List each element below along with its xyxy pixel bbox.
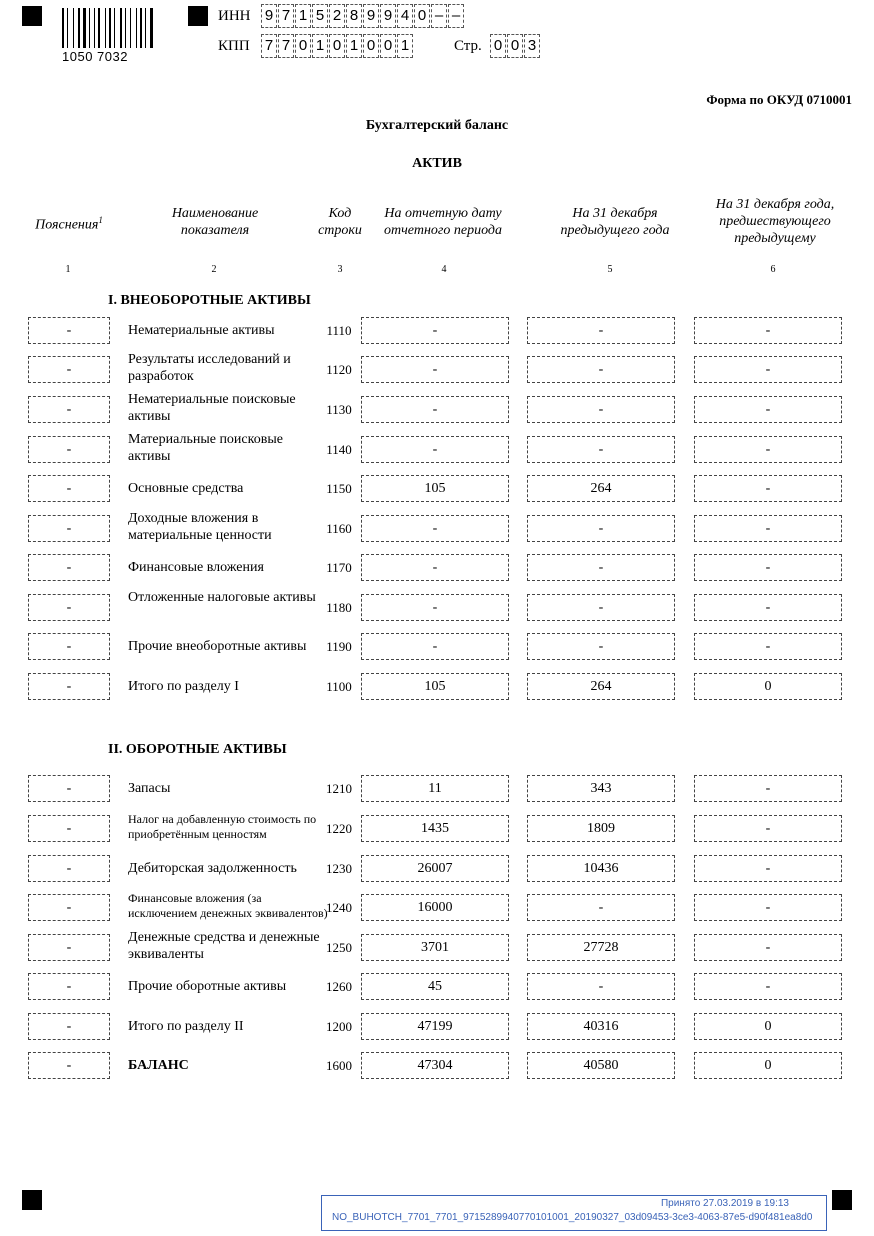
stamp-filename: NO_BUHOTCH_7701_7701_9715289940770101001_20190327_03d09453-3ce3-4063-87e5-d90f481ea8d0 xyxy=(332,1212,813,1223)
kpp-cell: 1 xyxy=(312,34,328,58)
row-value-current: - xyxy=(361,436,509,463)
barcode-bar xyxy=(125,8,126,48)
row-explanation-cell: - xyxy=(28,815,110,842)
row-value-current: 105 xyxy=(361,673,509,700)
kpp-cell: 0 xyxy=(380,34,396,58)
barcode-bar xyxy=(98,8,100,48)
row-code: 1110 xyxy=(326,323,352,338)
row-code: 1230 xyxy=(326,861,352,876)
row-value-prev-year: 264 xyxy=(527,475,675,502)
barcode-bar xyxy=(112,8,113,48)
row-value-prev-year: 10436 xyxy=(527,855,675,882)
barcode-bar xyxy=(147,8,149,48)
row-code: 1240 xyxy=(326,900,352,915)
row-value-prev-year: 40316 xyxy=(527,1013,675,1040)
row-value-prev-year: - xyxy=(527,436,675,463)
barcode-bar xyxy=(65,8,66,48)
row-name: Итого по разделу II xyxy=(128,1019,244,1034)
row-code: 1140 xyxy=(326,442,352,457)
row-value-prev-year: - xyxy=(527,973,675,1000)
barcode-bars xyxy=(62,8,162,48)
row-code: 1130 xyxy=(326,402,352,417)
row-value-prev-year: - xyxy=(527,515,675,542)
row-value-prev-year: 1809 xyxy=(527,815,675,842)
row-value-current: - xyxy=(361,594,509,621)
row-value-prev-prev-year: - xyxy=(694,894,842,921)
row-code: 1190 xyxy=(326,639,352,654)
barcode-bar xyxy=(91,8,93,48)
barcode-bar xyxy=(105,8,106,48)
col-header-code: Код строки xyxy=(318,206,362,238)
row-value-prev-prev-year: - xyxy=(694,633,842,660)
row-explanation-cell: - xyxy=(28,855,110,882)
row-code: 1250 xyxy=(326,940,352,955)
inn-cell: 9 xyxy=(261,4,277,28)
section-title-current: II. ОБОРОТНЫЕ АКТИВЫ xyxy=(108,742,287,757)
row-value-current: 11 xyxy=(361,775,509,802)
row-explanation-cell: - xyxy=(28,673,110,700)
stamp-accepted-date: Принято 27.03.2019 в 19:13 xyxy=(658,1198,792,1209)
row-value-current: - xyxy=(361,356,509,383)
section-title-noncurrent: I. ВНЕОБОРОТНЫЕ АКТИВЫ xyxy=(108,293,311,308)
row-name: Дебиторская задолженность xyxy=(128,861,297,876)
row-value-prev-year: 343 xyxy=(527,775,675,802)
barcode-bar xyxy=(145,8,146,48)
barcode-bar xyxy=(120,8,122,48)
row-name: Прочие внеоборотные активы xyxy=(128,639,307,654)
inn-cell: 1 xyxy=(295,4,311,28)
row-value-current: 1435 xyxy=(361,815,509,842)
row-value-current: - xyxy=(361,317,509,344)
kpp-cell: 7 xyxy=(261,34,277,58)
inn-cells xyxy=(261,4,465,28)
barcode-bar xyxy=(67,8,68,48)
col-header-current: На отчетную дату отчетного периода xyxy=(384,206,502,238)
barcode-bar xyxy=(101,8,104,48)
row-explanation-cell: - xyxy=(28,396,110,423)
page-cell: 0 xyxy=(490,34,506,58)
row-value-prev-prev-year: 0 xyxy=(694,673,842,700)
col-number-6: 6 xyxy=(770,264,776,275)
kpp-cell: 0 xyxy=(329,34,345,58)
barcode-bar xyxy=(143,8,144,48)
barcode-bar xyxy=(94,8,95,48)
row-value-current: 105 xyxy=(361,475,509,502)
barcode xyxy=(62,8,162,64)
row-value-current: - xyxy=(361,633,509,660)
row-value-prev-prev-year: - xyxy=(694,436,842,463)
corner-marker-top-left xyxy=(22,6,42,26)
barcode-bar xyxy=(130,8,131,48)
inn-cell: 0 xyxy=(414,4,430,28)
page-cell: 3 xyxy=(524,34,540,58)
col-header-footnote: 1 xyxy=(98,215,103,225)
barcode-bar xyxy=(75,8,77,48)
row-value-prev-year: - xyxy=(527,317,675,344)
kpp-cell: 1 xyxy=(346,34,362,58)
inn-cell: 7 xyxy=(278,4,294,28)
page-subtitle: АКТИВ xyxy=(412,156,462,171)
row-name: Итого по разделу I xyxy=(128,679,239,694)
row-code: 1210 xyxy=(326,781,352,796)
page-title: Бухгалтерский баланс xyxy=(365,118,509,133)
barcode-bar xyxy=(140,8,142,48)
row-code: 1100 xyxy=(326,679,352,694)
kpp-cell: 0 xyxy=(363,34,379,58)
barcode-bar xyxy=(73,8,74,48)
barcode-bar xyxy=(78,8,80,48)
row-value-current: 26007 xyxy=(361,855,509,882)
kpp-label: КПП xyxy=(218,38,250,54)
col-number-1: 1 xyxy=(65,264,71,275)
row-value-current: 47304 xyxy=(361,1052,509,1079)
row-name: БАЛАНС xyxy=(128,1058,189,1073)
barcode-bar xyxy=(114,8,115,48)
col-number-3: 3 xyxy=(337,264,343,275)
barcode-bar xyxy=(81,8,82,48)
row-value-current: - xyxy=(361,515,509,542)
inn-cell: 2 xyxy=(329,4,345,28)
row-name: Нематериальные поисковые активы xyxy=(128,392,296,424)
row-explanation-cell: - xyxy=(28,633,110,660)
col-header-explanations xyxy=(24,212,114,234)
page-label: Стр. xyxy=(454,38,482,54)
barcode-bar xyxy=(87,8,88,48)
corner-marker-bottom-right xyxy=(832,1190,852,1210)
inn-cell: 4 xyxy=(397,4,413,28)
row-value-current: 16000 xyxy=(361,894,509,921)
col-number-2: 2 xyxy=(211,264,217,275)
row-explanation-cell: - xyxy=(28,973,110,1000)
row-value-prev-prev-year: - xyxy=(694,317,842,344)
barcode-number: 1050 7032 xyxy=(62,49,128,64)
col-header-explanations-text: Пояснения xyxy=(35,217,99,233)
row-explanation-cell: - xyxy=(28,934,110,961)
row-name: Основные средства xyxy=(128,481,244,496)
row-value-prev-prev-year: - xyxy=(694,973,842,1000)
row-explanation-cell: - xyxy=(28,594,110,621)
col-header-prev-prev-year: На 31 декабря года, предшествующего предыдущему xyxy=(715,197,835,246)
row-value-prev-year: - xyxy=(527,554,675,581)
row-name: Налог на добавленную стоимость по приобретённым ценностям xyxy=(128,812,317,841)
row-value-prev-prev-year: 0 xyxy=(694,1052,842,1079)
row-explanation-cell: - xyxy=(28,1013,110,1040)
corner-marker-bottom-left xyxy=(22,1190,42,1210)
row-code: 1200 xyxy=(326,1019,352,1034)
row-value-prev-prev-year: - xyxy=(694,356,842,383)
row-name: Прочие оборотные активы xyxy=(128,979,287,994)
row-value-current: 3701 xyxy=(361,934,509,961)
row-value-prev-year: 40580 xyxy=(527,1052,675,1079)
row-value-prev-prev-year: - xyxy=(694,396,842,423)
barcode-bar xyxy=(132,8,135,48)
inn-cell: 8 xyxy=(346,4,362,28)
barcode-bar xyxy=(138,8,139,48)
barcode-bar xyxy=(107,8,108,48)
row-value-prev-prev-year: - xyxy=(694,594,842,621)
row-value-prev-year: - xyxy=(527,594,675,621)
inn-cell: 9 xyxy=(363,4,379,28)
row-explanation-cell: - xyxy=(28,554,110,581)
form-code: Форма по ОКУД 0710001 xyxy=(706,92,852,107)
row-explanation-cell: - xyxy=(28,775,110,802)
row-value-prev-prev-year: - xyxy=(694,475,842,502)
row-value-prev-year: 264 xyxy=(527,673,675,700)
row-value-prev-prev-year: - xyxy=(694,934,842,961)
row-value-prev-prev-year: - xyxy=(694,815,842,842)
row-code: 1160 xyxy=(326,521,352,536)
row-value-current: 47199 xyxy=(361,1013,509,1040)
row-code: 1220 xyxy=(326,821,352,836)
row-value-prev-year: - xyxy=(527,356,675,383)
row-explanation-cell: - xyxy=(28,436,110,463)
col-number-5: 5 xyxy=(607,264,613,275)
row-value-prev-prev-year: - xyxy=(694,515,842,542)
row-code: 1170 xyxy=(326,560,352,575)
barcode-bar xyxy=(62,8,64,48)
inn-cell: – xyxy=(448,4,464,28)
row-value-prev-year: - xyxy=(527,396,675,423)
barcode-bar xyxy=(109,8,111,48)
col-header-name: Наименование показателя xyxy=(171,206,259,238)
row-value-prev-prev-year: 0 xyxy=(694,1013,842,1040)
barcode-bar xyxy=(150,8,153,48)
inn-cell: 9 xyxy=(380,4,396,28)
kpp-cell: 0 xyxy=(295,34,311,58)
row-value-prev-prev-year: - xyxy=(694,554,842,581)
page-cell: 0 xyxy=(507,34,523,58)
acceptance-stamp xyxy=(321,1195,827,1231)
row-value-prev-year: - xyxy=(527,894,675,921)
kpp-cells xyxy=(261,34,414,58)
row-name: Финансовые вложения (за исключением денежных эквивалентов) xyxy=(128,891,328,920)
barcode-bar xyxy=(136,8,137,48)
barcode-bar xyxy=(69,8,72,48)
row-name: Доходные вложения в материальные ценности xyxy=(128,511,272,543)
row-value-current: - xyxy=(361,396,509,423)
page-cells xyxy=(490,34,541,58)
row-name: Материальные поисковые активы xyxy=(128,432,283,464)
row-name: Нематериальные активы xyxy=(128,323,275,338)
corner-marker-top-middle xyxy=(188,6,208,26)
kpp-cell: 7 xyxy=(278,34,294,58)
row-value-prev-prev-year: - xyxy=(694,855,842,882)
row-code: 1260 xyxy=(326,979,352,994)
barcode-bar xyxy=(96,8,97,48)
row-code: 1180 xyxy=(326,600,352,615)
row-explanation-cell: - xyxy=(28,515,110,542)
row-name: Отложенные налоговые активы xyxy=(128,590,316,605)
row-value-prev-year: 27728 xyxy=(527,934,675,961)
row-explanation-cell: - xyxy=(28,1052,110,1079)
row-name: Запасы xyxy=(128,781,171,796)
inn-label: ИНН xyxy=(218,8,251,24)
row-explanation-cell: - xyxy=(28,475,110,502)
barcode-bar xyxy=(123,8,124,48)
col-number-4: 4 xyxy=(441,264,447,275)
row-name: Финансовые вложения xyxy=(128,560,264,575)
row-value-prev-year: - xyxy=(527,633,675,660)
barcode-bar xyxy=(116,8,119,48)
col-header-prev-year: На 31 декабря предыдущего года xyxy=(560,206,670,238)
row-code: 1120 xyxy=(326,362,352,377)
row-code: 1150 xyxy=(326,481,352,496)
row-name: Денежные средства и денежные эквиваленты xyxy=(128,930,320,962)
inn-cell: – xyxy=(431,4,447,28)
row-value-current: - xyxy=(361,554,509,581)
row-code: 1600 xyxy=(326,1058,352,1073)
kpp-cell: 1 xyxy=(397,34,413,58)
row-explanation-cell: - xyxy=(28,317,110,344)
row-value-current: 45 xyxy=(361,973,509,1000)
inn-cell: 5 xyxy=(312,4,328,28)
row-explanation-cell: - xyxy=(28,356,110,383)
barcode-bar xyxy=(83,8,86,48)
row-explanation-cell: - xyxy=(28,894,110,921)
row-value-prev-prev-year: - xyxy=(694,775,842,802)
barcode-bar xyxy=(89,8,90,48)
row-name: Результаты исследований и разработок xyxy=(128,352,291,384)
barcode-bar xyxy=(127,8,129,48)
